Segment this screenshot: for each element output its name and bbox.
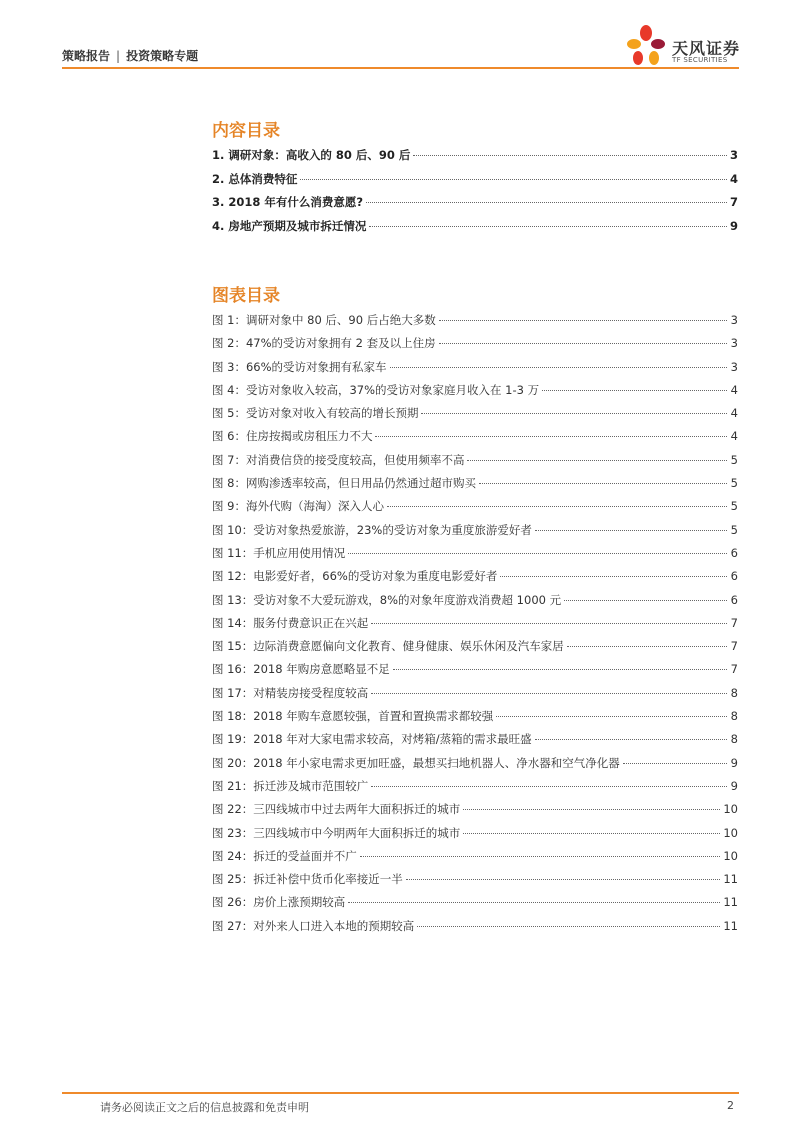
toc-entry-page: 4 (729, 171, 738, 186)
figure-entry-page: 3 (730, 313, 738, 327)
dot-leader (417, 926, 720, 927)
figure-entry-label: 图 7：对消费信贷的接受度较高，但使用频率不高 (212, 452, 465, 467)
toc-entry[interactable] (212, 218, 738, 242)
figure-entry-page: 4 (730, 406, 738, 421)
figure-entry-label: 图 23：三四线城市中今明两年大面积拆迁的城市 (212, 825, 461, 840)
figure-entry-label: 图 4：受访对象收入较高，37%的受访对象家庭月收入在 1-3 万 (212, 382, 540, 397)
figure-entry-label: 图 27：对外来人口进入本地的预期较高 (212, 918, 415, 933)
figure-entry-page: 5 (730, 499, 738, 514)
header-rule (62, 67, 739, 69)
figure-entry-page: 4 (730, 429, 738, 444)
figure-entry-label: 图 12：电影爱好者，66%的受访对象为重度电影爱好者 (212, 569, 498, 584)
dot-leader (393, 669, 727, 670)
figure-entry-label: 图 20：2018 年小家电需求更加旺盛，最想买扫地机器人、净水器和空气净化器 (212, 755, 620, 770)
toc-entry-label: 3. 2018 年有什么消费意愿? (212, 195, 364, 209)
figure-entry-page: 8 (730, 732, 738, 747)
figure-entry[interactable] (212, 638, 738, 661)
figure-entry-page: 10 (723, 825, 738, 840)
page-number: 2 (727, 1099, 734, 1112)
logo-subtitle: TF SECURITIES (672, 56, 728, 64)
figure-entry-page: 6 (730, 592, 738, 607)
dot-leader (467, 460, 727, 461)
figure-entry-page: 11 (723, 872, 738, 887)
figure-list (212, 312, 738, 941)
toc-entry[interactable] (212, 147, 738, 171)
dot-leader (496, 716, 727, 717)
figure-entry[interactable] (212, 708, 738, 731)
dot-leader (390, 367, 727, 368)
dot-leader (371, 693, 727, 694)
report-category: 策略报告 (62, 49, 111, 63)
toc-entry-page: 7 (729, 195, 738, 209)
dot-leader (360, 856, 721, 857)
figure-entry-label: 图 10：受访对象热爱旅游，23%的受访对象为重度旅游爱好者 (212, 522, 532, 537)
dot-leader (300, 179, 727, 180)
figure-entry[interactable] (212, 894, 738, 917)
figure-entry-label: 图 26：房价上涨预期较高 (212, 895, 346, 910)
figure-entry-label: 图 9：海外代购（海淘）深入人心 (212, 499, 384, 514)
figure-entry-page: 9 (730, 778, 738, 793)
flower-logo-icon (624, 24, 670, 68)
toc-entry[interactable] (212, 194, 738, 218)
figure-entry[interactable] (212, 522, 738, 545)
figure-entry-label: 图 19：2018 年对大家电需求较高，对烤箱/蒸箱的需求最旺盛 (212, 732, 532, 747)
figure-entry-label: 图 17：对精装房接受程度较高 (212, 685, 369, 700)
dot-leader (406, 879, 721, 880)
dot-leader (387, 506, 727, 507)
figure-entry[interactable] (212, 615, 738, 638)
figure-entry[interactable] (212, 755, 738, 778)
figure-entry-page: 7 (730, 639, 738, 654)
figure-entry-page: 4 (730, 382, 738, 397)
figure-entry[interactable] (212, 335, 738, 358)
figure-entry-page: 7 (730, 662, 738, 677)
figure-entry-page: 3 (730, 359, 738, 374)
figure-entry[interactable] (212, 498, 738, 521)
toc-entry-label: 1. 调研对象：高收入的 80 后、90 后 (212, 148, 411, 162)
tf-securities-logo (624, 24, 744, 68)
dot-leader (542, 390, 727, 391)
figure-entry[interactable] (212, 428, 738, 451)
dot-leader (500, 576, 727, 577)
dot-leader (366, 202, 727, 203)
toc-entry-label: 2. 总体消费特征 (212, 171, 298, 186)
dot-leader (564, 600, 727, 601)
toc-title: 内容目录 (212, 121, 280, 141)
dot-leader (567, 646, 727, 647)
figure-entry[interactable] (212, 405, 738, 428)
figure-entry-page: 10 (723, 848, 738, 863)
figure-entry-label: 图 2：47%的受访对象拥有 2 套及以上住房 (212, 336, 436, 351)
figure-entry-label: 图 24：拆迁的受益面并不广 (212, 848, 357, 863)
dot-leader (413, 155, 727, 156)
dot-leader (623, 763, 727, 764)
figure-entry-label: 图 25：拆迁补偿中货币化率接近一半 (212, 872, 403, 887)
figure-entry-page: 6 (730, 569, 738, 584)
figure-entry-page: 10 (723, 802, 738, 817)
figure-entry-label: 图 6：住房按揭或房租压力不大 (212, 429, 373, 444)
figure-entry-label: 图 3：66%的受访对象拥有私家车 (212, 359, 387, 374)
figure-entry[interactable] (212, 731, 738, 754)
toc-list (212, 147, 738, 241)
dot-leader (421, 413, 727, 414)
figure-entry[interactable] (212, 871, 738, 894)
figure-entry-page: 3 (730, 336, 738, 351)
figure-entry-label: 图 22：三四线城市中过去两年大面积拆迁的城市 (212, 802, 461, 817)
figure-entry-label: 图 5：受访对象对收入有较高的增长预期 (212, 406, 419, 421)
dot-leader (463, 809, 720, 810)
figure-entry-label: 图 16：2018 年购房意愿略显不足 (212, 662, 390, 677)
toc-entry-page: 3 (729, 148, 738, 162)
figure-entry[interactable] (212, 568, 738, 591)
figure-entry-page: 8 (730, 685, 738, 700)
figure-entry-label: 图 21：拆迁涉及城市范围较广 (212, 778, 369, 793)
figure-entry[interactable] (212, 918, 738, 941)
toc-entry-label: 4. 房地产预期及城市拆迁情况 (212, 218, 367, 233)
figure-entry-page: 5 (730, 476, 738, 491)
figure-entry-page: 11 (723, 895, 738, 910)
figure-entry[interactable] (212, 848, 738, 871)
header-separator: | (116, 49, 121, 63)
dot-leader (439, 343, 727, 344)
figure-entry-page: 6 (730, 545, 738, 560)
dot-leader (348, 902, 720, 903)
dot-leader (479, 483, 727, 484)
dot-leader (439, 320, 727, 321)
figure-entry[interactable] (212, 475, 738, 498)
toc-entry[interactable] (212, 171, 738, 195)
figure-entry[interactable] (212, 801, 738, 824)
figure-entry[interactable] (212, 452, 738, 475)
figure-entry-page: 5 (730, 522, 738, 537)
report-header (62, 47, 198, 64)
toc-entry-page: 9 (729, 218, 738, 233)
figure-entry-page: 9 (730, 755, 738, 770)
dot-leader (369, 226, 727, 227)
figure-entry[interactable] (212, 545, 738, 568)
figure-entry-label: 图 14：服务付费意识正在兴起 (212, 615, 369, 630)
dot-leader (463, 833, 720, 834)
figure-entry-label: 图 1：调研对象中 80 后、90 后占绝大多数 (212, 313, 436, 327)
figure-entry-page: 8 (730, 709, 738, 724)
figure-entry[interactable] (212, 382, 738, 405)
report-subcategory: 投资策略专题 (126, 49, 199, 63)
figure-entry-page: 11 (723, 918, 738, 933)
figure-entry[interactable] (212, 661, 738, 684)
dot-leader (348, 553, 727, 554)
figure-entry-label: 图 18：2018 年购车意愿较强，首置和置换需求都较强 (212, 709, 494, 724)
dot-leader (535, 739, 727, 740)
figure-entry-page: 5 (730, 452, 738, 467)
dot-leader (535, 530, 727, 531)
dot-leader (375, 436, 727, 437)
footer-disclaimer: 请务必阅读正文之后的信息披露和免责申明 (100, 1101, 309, 1114)
figure-entry[interactable] (212, 592, 738, 615)
logo-name: 天风证券 (672, 39, 741, 58)
figure-entry[interactable] (212, 312, 738, 335)
figure-entry-page: 7 (730, 615, 738, 630)
figure-entry-label: 图 8：网购渗透率较高，但日用品仍然通过超市购买 (212, 476, 476, 491)
footer-rule (62, 1092, 739, 1094)
figure-list-title: 图表目录 (212, 286, 280, 306)
figure-entry[interactable] (212, 825, 738, 848)
dot-leader (371, 786, 727, 787)
figure-entry[interactable] (212, 778, 738, 801)
figure-entry[interactable] (212, 359, 738, 382)
figure-entry-label: 图 15：边际消费意愿偏向文化教育、健身健康、娱乐休闲及汽车家居 (212, 639, 564, 654)
figure-entry[interactable] (212, 685, 738, 708)
figure-entry-label: 图 11：手机应用使用情况 (212, 545, 346, 560)
dot-leader (371, 623, 727, 624)
figure-entry-label: 图 13：受访对象不大爱玩游戏，8%的对象年度游戏消费超 1000 元 (212, 592, 562, 607)
